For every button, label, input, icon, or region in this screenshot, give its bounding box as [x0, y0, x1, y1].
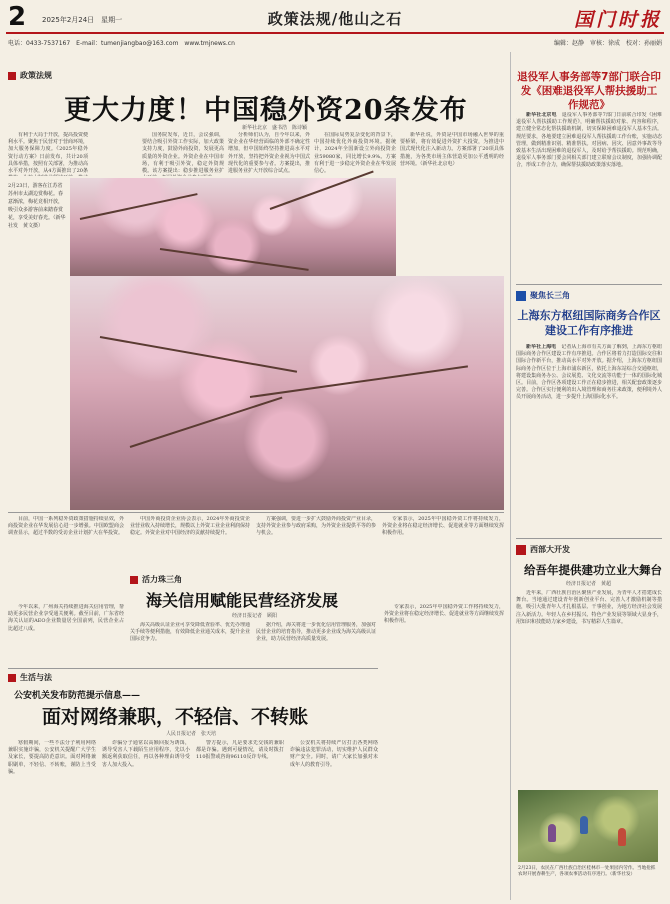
right1-byline: 新华社北京电 [526, 112, 557, 118]
section-tag-west [516, 544, 570, 555]
farm-photo-caption: 2月23日，农民在广西壮族自治区桂林市一处果园内劳作。当地抢抓农时开展春耕生产，各项农事活动有序进行。（新华社发） [518, 866, 656, 878]
article1-cont-col1: 目前，中国一系列稳外资政策措施持续显效，外商投资企业在华发展信心进一步增强。中国欧盟商会调查显示，超过半数的受访企业计划扩大在华投资。 [8, 516, 124, 537]
page-number: 2 [8, 2, 27, 32]
article3-col3: 警方提示，凡是要求先交钱的兼职都是诈骗。遇到可疑情况，请及时拨打110报警或咨询96110反诈专线。 [196, 740, 284, 761]
newspaper-logo: 国门时报 [573, 9, 662, 31]
right2-headline: 上海东方枢纽国际商务合作区建设工作有序推进 [517, 309, 661, 337]
article1-cont-col5: 专家表示，2025年中国稳外资工作将持续发力，外资企业将在稳定经济增长、促进就业等方面继续发挥积极作用。 [384, 604, 504, 625]
farm-photo [518, 790, 658, 862]
right2-body: 新华社上海电 记者从上海市有关方面了解到，上海东方枢纽国际商务合作区建设工作有序推进。合作区将着力打造国际交往和国际合作新平台，推动高水平对外开放。据介绍，上海东方枢纽国际商务合作区位于上海市浦东新区，依托上海东站综合交通枢纽，将建设集商务办公、会议展览、文化交流等功能于一体的国际化城区。目前，合作区各项建设工作正在稳步推进，相关配套政策逐步完善。合作区实行便利的出入境管理和商务往来政策，便利境外人员开展商务活动，进一步提升上海国际化水平。 [516, 344, 662, 401]
article2-byline: 经济日报记者 顾阳 [232, 613, 278, 619]
divider [8, 512, 504, 513]
tag-square-icon [8, 674, 16, 682]
right3-byline: 经济日报记者 黄超 [566, 581, 612, 587]
article1-col1: 有利于大局于开放，提高投资便利水平。聚焦于民营对于营商环境，加大服务保障力度。《2025年稳外资行动方案》日前发布，共计20项具体举措，按照有关部署，为推动高水平对外开放，从4方面推出了20条 [8, 132, 88, 175]
tag-square-icon [8, 72, 16, 80]
article3-headline: 面对网络兼职，不轻信、不转账 [42, 706, 309, 728]
article1-col3: 分析师们认为，自今年以来，外资企业在华经营面临的外部不确定性增加，但中国始终坚持推进高水平对外开放，坚持把外资企业视为中国式现代化的重要参与者。方案提出，推进服务业扩大开放综合试点。 [228, 132, 310, 175]
editor-info: 编辑：赵静 审核：徐成 校对：孙丽娟 [553, 40, 662, 47]
section-tag-yrd [516, 290, 570, 301]
main-byline: 新华社北京 盛书浩 陈诗颖 [242, 125, 308, 131]
tag-square-icon [130, 576, 138, 584]
contact-bar [6, 36, 664, 48]
article2-col3: 据介绍，海关将进一步优化信用管理服务，加强对民营企业的培育指导，推动更多企业成为海关高级认证企业，助力民营经济高质量发展。 [256, 622, 376, 643]
tag-label: 西部大开发 [530, 545, 570, 554]
tag-square-icon [516, 291, 526, 301]
article1-cont-col2: 中国外商投资企业协会表示，2024年外商投资企业营业收入持续增长，规模以上外资工业企业利润保持稳定。外资企业对中国经济的贡献持续提升。 [130, 516, 250, 537]
tag-label: 政策法规 [20, 71, 52, 80]
photo-caption: 2月23日，游客在江苏省苏州市太湖边赏梅花。春意渐浓，梅花竞相开放，吸引众多游客前来踏春赏花，享受美好春光。（新华社发 黄文摄） [8, 183, 66, 229]
article3-col4: 公安机关将持续严厉打击各类网络诈骗违法犯罪活动，切实维护人民群众财产安全。同时，请广大家长加强对未成年人的教育引导。 [290, 740, 378, 768]
article2-headline: 海关信用赋能民营经济发展 [146, 591, 339, 610]
article1-col2: 国务院发布，近日，会议强调，要结合吸引外资工作实际，加大政策支持力度，鼓励外商投资，发展更高质量的外资企业。外资企业在中国市场，有利于吸引外资，稳定外资规模。该方案提出：稳步推进服务业扩 [142, 132, 224, 175]
right2-byline: 新华社上海电 [526, 344, 557, 350]
tag-label: 生活与法 [20, 673, 52, 682]
divider [516, 538, 662, 539]
section-tag-life [8, 672, 52, 683]
section-tag-prd [130, 574, 182, 585]
contact-info: 电话：0433-7537167 E-mail：tumenjiangbao@163.com www.tmjnews.cn [8, 40, 235, 47]
masthead [6, 4, 664, 34]
article1-col5: 新华社说，外资是中国市场融入世界的重要桥梁，将有效促进外资扩大投资，为推进中国式现代化注入新动力。方案部署了20项具体措施，为各类市场主体营造更加公平透明的经营环境。（新华社北京电） [400, 132, 504, 167]
divider [8, 668, 378, 669]
right3-body: 近年来，广西壮族自治区聚焦产业发展，为青年人才搭建成长舞台。当地通过建设青年创新创业平台、完善人才激励机制等措施，吸引大批青年人才扎根基层、干事创业，为地方经济社会发展注入新活力。年轻人在乡村振兴、特色产业发展等领域大显身手，用知识和技能助力家乡建设，书写精彩人生篇章。 [516, 590, 662, 625]
article1-cont-col4: 专家表示，2025年中国稳外资工作将持续发力，外资企业将在稳定经济增长、促进就业等方面继续发挥积极作用。 [382, 516, 504, 537]
right1-body: 新华社北京电 退役军人事务部等7部门日前联合印发《困难退役军人帮扶援助工作规范》，明确帮扶援助对象、内容和程序，建立健全常态化帮扶援助机制，切实保障困难退役军人基本生活。规范要求，各地要建立困难退役军人帮扶援助工作台账，实施动态管理，做到精准识别、精准帮扶。对因病、因灾、因意外事故等导致基本生活出现困难的退役军人，及时给予帮扶援助。规范明确，退役军人事务部门要会同相关部门建立联席会议制度，加强协调配合，形成工作合力，确保帮扶援助政策落实落地。 [516, 112, 662, 169]
tag-label: 活力珠三角 [142, 575, 182, 584]
divider [516, 284, 662, 285]
article2-col1: 今年以来，广州海关持续推进海关信用管理，帮助更多民营企业享受通关便利。截至目前，广东省经海关认证的AEO企业数量居全国前列，民营企业占比超过八成。 [8, 604, 124, 632]
plum-blossom-photo [70, 178, 396, 276]
right3-headline: 给吾年提供建功立业大舞台 [524, 563, 662, 577]
tag-label: 聚焦长三角 [530, 291, 570, 300]
tag-square-icon [516, 545, 526, 555]
article3-col1: 寒假期间，一些不法分子利用网络兼职实施诈骗，公安机关提醒广大学生及家长，要提高防范意识。面对网络兼职刷单，不轻信、不转账，谨防上当受骗。 [8, 740, 96, 775]
article3-col2: 诈骗分子通常以高额回报为诱饵，诱导受害人下载陌生应用程序，先以小额返利获取信任，再以各种理由诱导受害人加大投入。 [102, 740, 190, 768]
issue-date: 2025年2月24日 星期一 [42, 16, 123, 24]
article2-col2: 海关高级认证企业可享受降低查验率、优先办理通关手续等便利措施，有效降低企业通关成本，提升企业国际竞争力。 [130, 622, 250, 643]
article3-byline: 人民日报记者 张天培 [166, 731, 217, 737]
column-divider [510, 52, 511, 900]
right1-headline: 退役军人事务部等7部门联合印发《困难退役军人帮扶援助工作规范》 [517, 71, 661, 111]
article3-kicker: 公安机关发布防范提示信息—— [14, 691, 141, 701]
article1-cont-col3: 方案强调，要进一步扩大鼓励外商投资产业目录，支持外资企业参与政府采购，为外资企业提供平等的参与机会。 [256, 516, 376, 537]
section-tag-policy [8, 70, 52, 81]
plum-blossom-photo-lower [70, 276, 504, 510]
article1-col4: 在国际局势复杂变化的背景下，中国持续优化外商投资环境。据统计，2024年全国新设立外商投资企业59080家，同比增长9.9%。方案有利于进一步稳定外资企业在华发展信心。 [314, 132, 396, 175]
section-title: 政策法规/他山之石 [267, 10, 403, 28]
main-headline: 更大力度！中国稳外资20条发布 [64, 95, 468, 126]
